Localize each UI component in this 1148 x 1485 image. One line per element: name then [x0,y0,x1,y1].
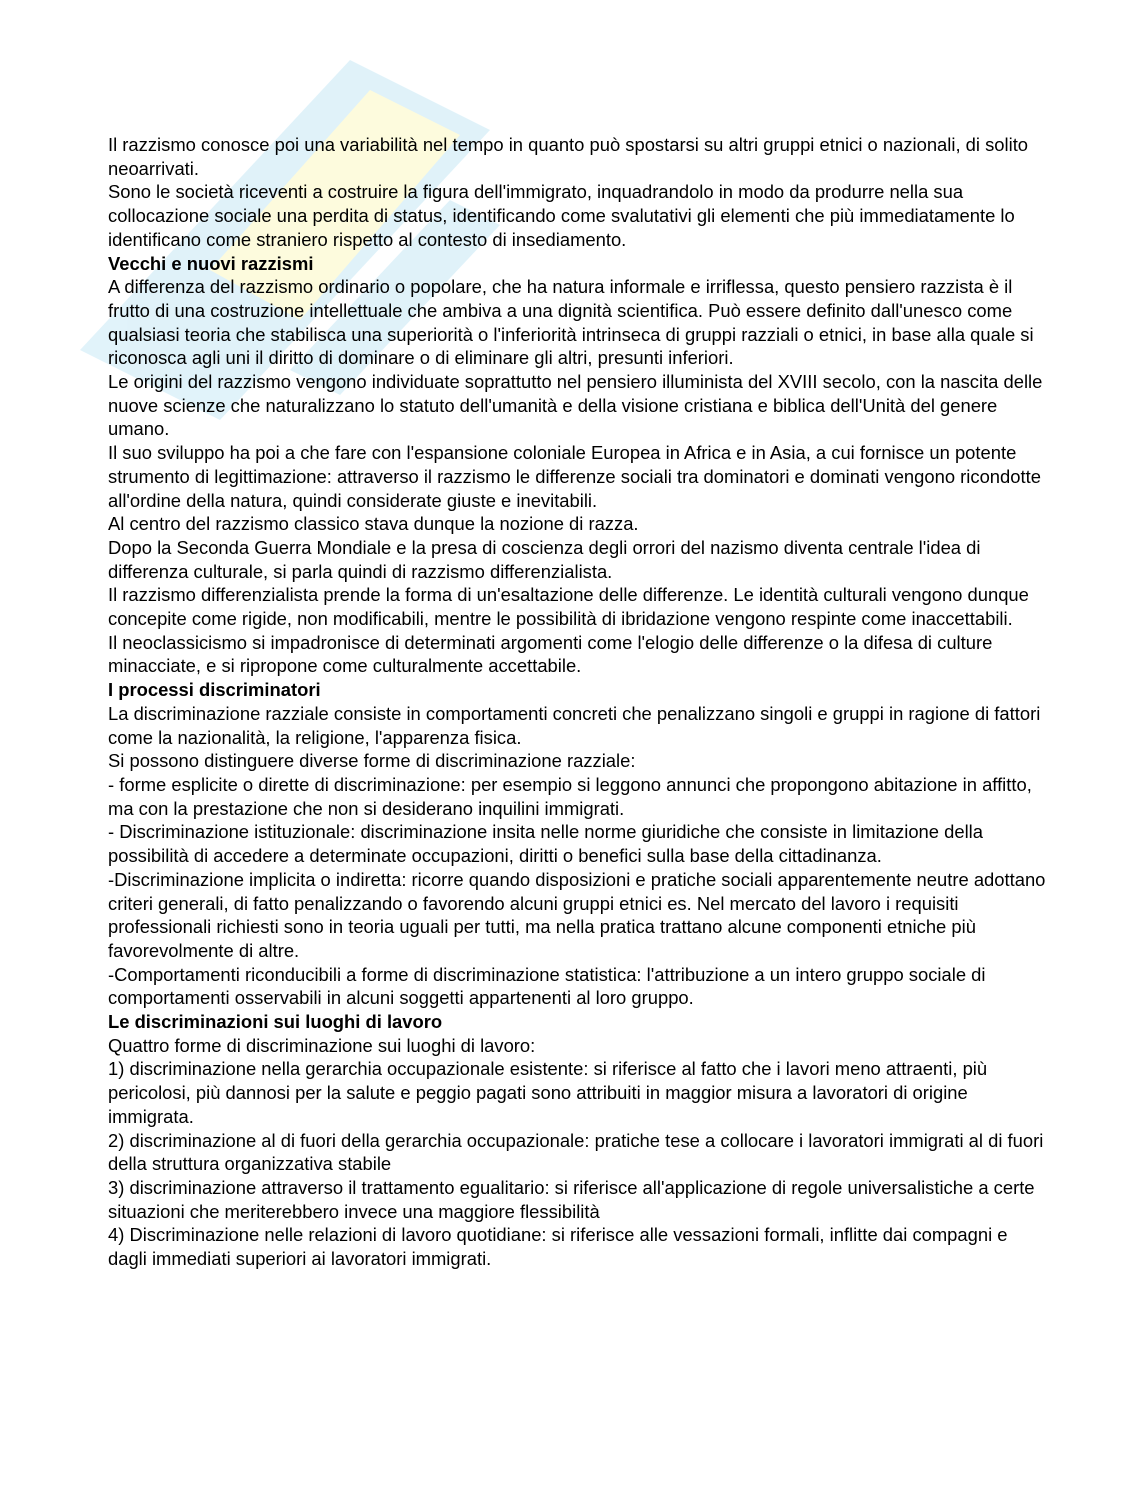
paragraph: Il suo sviluppo ha poi a che fare con l'espansione coloniale Europea in Africa e in Asia, a cui fornisce un potente strumento di legittimazione: attraverso il razzismo le differenze sociali tra dominatori e dominati vengono ricondotte all'ordine della natura, quindi considerate giuste e inevitabili. [108,442,1041,511]
paragraph: Sono le società riceventi a costruire la figura dell'immigrato, inquadrandolo in modo da produrre nella sua collocazione sociale una perdita di status, identificando come svalutativi gli elementi che più immediatamente lo identificano come straniero rispetto al contesto di insediamento. [108,181,1015,250]
section-discriminazioni-lavoro [108,1010,1048,1271]
paragraph: Il razzismo conosce poi una variabilità nel tempo in quanto può spostarsi su altri gruppi etnici o nazionali, di solito neoarrivati. [108,134,1029,179]
paragraph: Le origini del razzismo vengono individuate soprattutto nel pensiero illuminista del XVIII secolo, con la nascita delle nuove scienze che naturalizzano lo statuto dell'umanità e della visione cristiana e biblica dell'Unità del genere umano. [108,371,1043,440]
paragraph: A differenza del razzismo ordinario o popolare, che ha natura informale e irriflessa, questo pensiero razzista è il frutto di una costruzione intellettuale che ambiva a una dignità scientifica. Può essere definito dall'unesco come qualsiasi teoria che stabilisca una superiorità o l'inferiorità intrinseca di gruppi razziali o etnici, in base alla quale si riconosca agli uni il diritto di dominare o di eliminare gli altri, presunti inferiori. [108,276,1034,369]
section-heading: I processi discriminatori [108,679,321,701]
section-intro [108,133,1048,252]
section-heading: Le discriminazioni sui luoghi di lavoro [108,1011,443,1033]
section-processi-discriminatori [108,678,1048,1010]
paragraph: Quattro forme di discriminazione sui luoghi di lavoro: [108,1034,536,1056]
list-item: 3) discriminazione attraverso il trattamento egualitario: si riferisce all'applicazione di regole universalistiche a certe situazioni che meriterebbero invece una maggiore flessibilità [108,1176,1035,1222]
list-item: 4) Discriminazione nelle relazioni di lavoro quotidiane: si riferisce alle vessazioni formali, inflitte dai compagni e dagli immediati superiori ai lavoratori immigrati. [108,1224,1008,1270]
document-body [108,133,1048,1271]
list-item: - forme esplicite o dirette di discriminazione: per esempio si leggono annunci che propongono abitazione in affitto, ma con la prestazione che non si desiderano inquilini immigrati. [108,773,1032,819]
list-item: -Comportamenti riconducibili a forme di discriminazione statistica: l'attribuzione a un intero gruppo sociale di comportamenti osservabili in alcuni soggetti appartenenti al loro gruppo. [108,963,986,1009]
section-heading: Vecchi e nuovi razzismi [108,252,314,274]
paragraph: La discriminazione razziale consiste in comportamenti concreti che penalizzano singoli e gruppi in ragione di fattori come la nazionalità, la religione, l'apparenza fisica. [108,702,1041,748]
paragraph: Si possono distinguere diverse forme di discriminazione razziale: [108,750,636,772]
list-item: 2) discriminazione al di fuori della gerarchia occupazionale: pratiche tese a collocare i lavoratori immigrati al di fuori della struttura organizzativa stabile [108,1129,1044,1175]
paragraph: Al centro del razzismo classico stava dunque la nozione di razza. [108,513,639,535]
paragraph: Dopo la Seconda Guerra Mondiale e la presa di coscienza degli orrori del nazismo diventa centrale l'idea di differenza culturale, si parla quindi di razzismo differenzialista. [108,536,981,582]
paragraph: Il neoclassicismo si impadronisce di determinati argomenti come l'elogio delle differenze o la difesa di culture minacciate, e si ripropone come culturalmente accettabile. [108,631,993,677]
list-item: 1) discriminazione nella gerarchia occupazionale esistente: si riferisce al fatto che i lavori meno attraenti, più pericolosi, più dannosi per la salute e peggio pagati sono attribuiti in maggior misura a lavoratori di origine immigrata. [108,1058,988,1127]
list-item: -Discriminazione implicita o indiretta: ricorre quando disposizioni e pratiche sociali apparentemente neutre adottano criteri generali, di fatto penalizzando o favorendo alcuni gruppi etnici es. Nel mercato del lavoro i requisiti professionali richiesti sono in teoria uguali per tutti, ma nella pratica trattano alcune componenti etniche più favorevolmente di altre. [108,868,1046,961]
list-item: - Discriminazione istituzionale: discriminazione insita nelle norme giuridiche che consiste in limitazione della possibilità di accedere a determinate occupazioni, diritti o benefici sulla base della cittadinanza. [108,821,983,867]
paragraph: Il razzismo differenzialista prende la forma di un'esaltazione delle differenze. Le identità culturali vengono dunque concepite come rigide, non modificabili, mentre le possibilità di ibridazione vengono respinte come inaccettabili. [108,584,1029,630]
section-vecchi-nuovi-razzismi [108,252,1048,679]
